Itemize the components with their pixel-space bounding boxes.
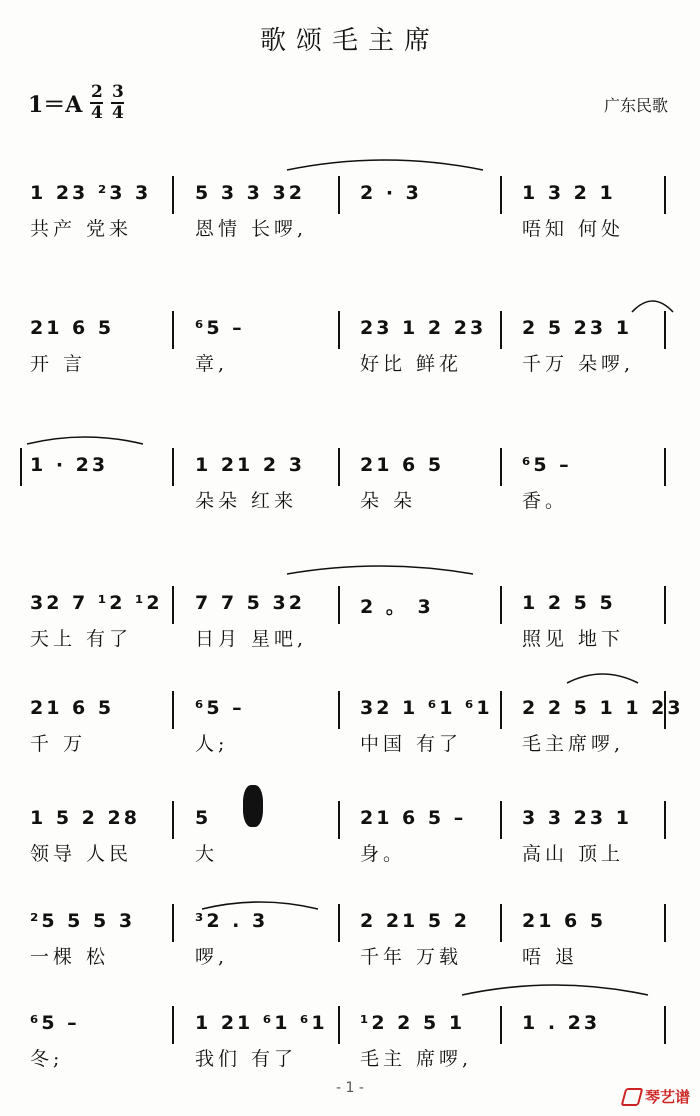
measure-lyrics: 人; (195, 733, 229, 755)
song-title: 歌颂毛主席 (259, 26, 440, 56)
barline (338, 801, 340, 839)
barline (172, 176, 174, 214)
key-signature (28, 84, 124, 122)
time-den: 4 (111, 103, 124, 123)
measure-notes: 5 3 3 32 (195, 182, 305, 204)
measure-notes: 1 5 2 28 (30, 807, 140, 829)
barline (500, 176, 502, 214)
measure-lyrics: 我们 有了 (195, 1048, 298, 1070)
time-signature-2 (111, 84, 124, 122)
ink-blot (243, 785, 263, 827)
measure-lyrics: 好比 鲜花 (360, 353, 463, 375)
barline (172, 904, 174, 942)
measure-lyrics: 啰, (195, 946, 229, 968)
measure-notes: 7 7 5 32 (195, 592, 305, 614)
barline (338, 448, 340, 486)
barline (172, 691, 174, 729)
time-num: 2 (90, 82, 103, 102)
measure-notes: 2 2 5 1 1 23 (522, 697, 684, 719)
measure-notes: 2 · 3 (360, 182, 422, 204)
slur (630, 290, 675, 314)
measure-notes: 1 21 2 3 (195, 454, 305, 476)
measure-notes: 1 2 5 5 (522, 592, 616, 614)
slur (25, 430, 145, 446)
measure-notes: 2 21 5 2 (360, 910, 470, 932)
measure-lyrics: 开 言 (30, 353, 87, 375)
barline (664, 586, 666, 624)
measure-notes: 1 23 ²3 3 (30, 182, 152, 204)
measure-lyrics: 领导 人民 (30, 843, 133, 865)
barline (664, 176, 666, 214)
barline (338, 904, 340, 942)
measure-notes: ⁶5 – (522, 454, 572, 476)
measure-notes: 5 (195, 807, 212, 829)
measure-notes: 32 1 ⁶1 ⁶1 (360, 697, 493, 719)
measure-notes: 1 . 23 (522, 1012, 601, 1034)
measure-lyrics: 照见 地下 (522, 628, 625, 650)
measure-notes: 21 6 5 (30, 697, 115, 719)
barline (172, 311, 174, 349)
barline (20, 448, 22, 486)
watermark-text: 琴艺谱 (644, 1088, 690, 1106)
barline (500, 904, 502, 942)
barline (664, 448, 666, 486)
barline (500, 801, 502, 839)
measure-lyrics: 唔知 何处 (522, 218, 625, 240)
measure-notes: ⁶5 – (195, 317, 245, 339)
measure-lyrics: 一棵 松 (30, 946, 110, 968)
measure-lyrics: 千年 万载 (360, 946, 463, 968)
barline (500, 311, 502, 349)
barline (500, 448, 502, 486)
barline (338, 1006, 340, 1044)
slur (200, 895, 320, 911)
measure-lyrics: 章, (195, 353, 229, 375)
measure-lyrics: 毛主 席啰, (360, 1048, 473, 1070)
barline (172, 448, 174, 486)
barline (172, 586, 174, 624)
measure-lyrics: 天上 有了 (30, 628, 133, 650)
measure-notes: 1 · 23 (30, 454, 109, 476)
measure-lyrics: 千万 朵啰, (522, 353, 635, 375)
measure-lyrics: 中国 有了 (360, 733, 463, 755)
measure-notes: 21 6 5 (360, 454, 445, 476)
measure-notes: 23 1 2 23 (360, 317, 487, 339)
measure-lyrics: 日月 星吧, (195, 628, 308, 650)
time-num: 3 (111, 82, 124, 102)
measure-lyrics: 身。 (360, 843, 407, 865)
barline (338, 691, 340, 729)
barline (338, 586, 340, 624)
barline (500, 691, 502, 729)
barline (500, 1006, 502, 1044)
page-number: - 1 - (336, 1080, 364, 1096)
measure-notes: ⁶5 – (30, 1012, 80, 1034)
measure-notes: ³2 . 3 (195, 910, 269, 932)
measure-lyrics: 大 (195, 843, 219, 865)
measure-notes: 3 3 23 1 (522, 807, 632, 829)
barline (500, 586, 502, 624)
barline (664, 1006, 666, 1044)
barline (664, 311, 666, 349)
barline (172, 801, 174, 839)
measure-lyrics: 恩情 长啰, (195, 218, 308, 240)
measure-lyrics: 香。 (522, 490, 569, 512)
barline (664, 801, 666, 839)
measure-lyrics: 朵朵 红来 (195, 490, 298, 512)
measure-notes: 21 6 5 (30, 317, 115, 339)
measure-lyrics: 唔 退 (522, 946, 579, 968)
measure-lyrics: 高山 顶上 (522, 843, 625, 865)
measure-notes: 2 5 23 1 (522, 317, 632, 339)
slur (285, 558, 475, 576)
logo-icon (621, 1088, 644, 1106)
measure-notes: ²5 5 5 3 (30, 910, 136, 932)
watermark (623, 1086, 690, 1107)
barline (338, 311, 340, 349)
key-label: 1＝A (28, 91, 83, 118)
measure-notes: 2 。 3 (360, 596, 434, 618)
slur (565, 665, 640, 685)
measure-lyrics: 千 万 (30, 733, 87, 755)
measure-lyrics: 共产 党来 (30, 218, 133, 240)
barline (664, 904, 666, 942)
measure-notes: 21 6 5 – (360, 807, 467, 829)
slur (460, 975, 650, 997)
measure-notes: 1 21 ⁶1 ⁶1 (195, 1012, 328, 1034)
measure-notes: 21 6 5 (522, 910, 607, 932)
measure-lyrics: 毛主席啰, (522, 733, 625, 755)
measure-notes: ¹2 2 5 1 (360, 1012, 466, 1034)
measure-notes: 1 3 2 1 (522, 182, 616, 204)
time-signature-1 (90, 84, 103, 122)
song-origin: 广东民歌 (603, 96, 668, 115)
measure-notes: 32 7 ¹2 ¹2 (30, 592, 163, 614)
measure-lyrics: 朵 朵 (360, 490, 417, 512)
slur (285, 150, 485, 172)
time-den: 4 (90, 103, 103, 123)
barline (338, 176, 340, 214)
barline (172, 1006, 174, 1044)
measure-lyrics: 冬; (30, 1048, 64, 1070)
measure-notes: ⁶5 – (195, 697, 245, 719)
